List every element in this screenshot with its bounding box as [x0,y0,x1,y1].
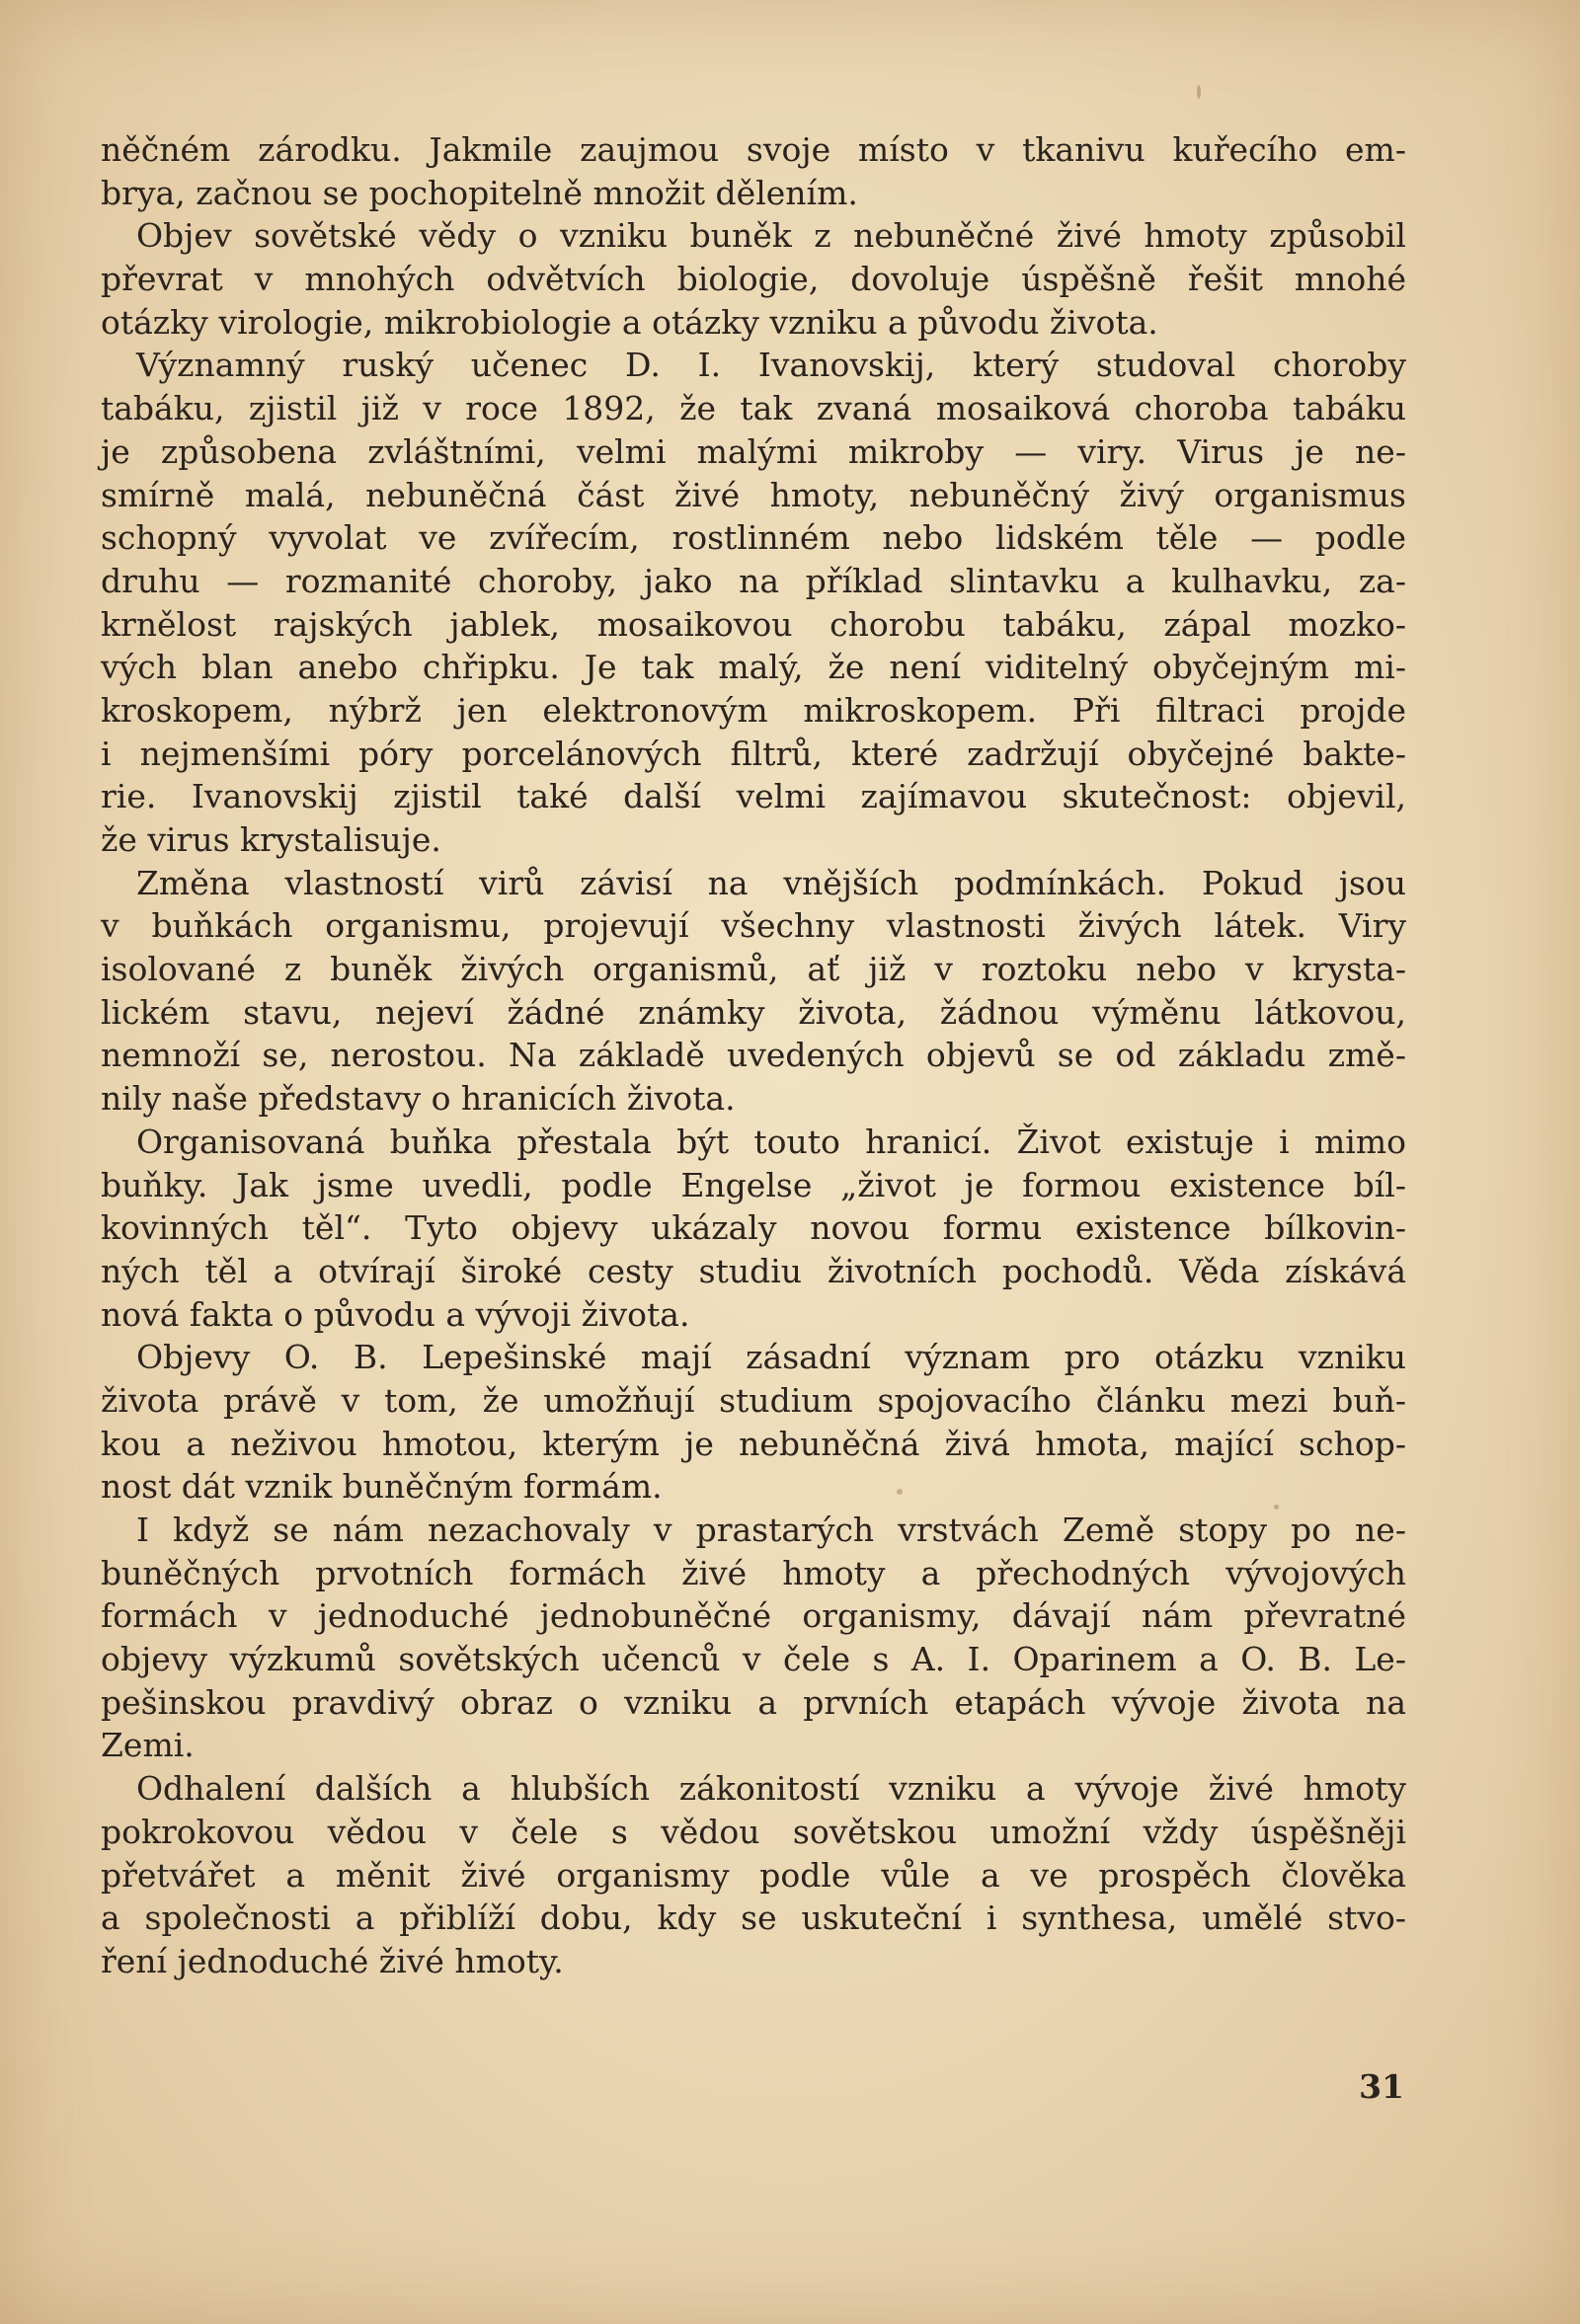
text-line: v buňkách organismu, projevují všechny vlastnosti živých látek. Viry [101,906,1406,946]
text-line: druhu — rozmanité choroby, jako na příklad slintavku a kulhavku, za- [101,561,1406,600]
text-line: vých blan anebo chřipku. Je tak malý, že není viditelný obyčejným mi- [101,648,1406,687]
text-line: I když se nám nezachovaly v prastarých vrstvách Země stopy po ne- [136,1511,1406,1549]
text-line: Zemi. [101,1726,195,1765]
text-line: pokrokovou vědou v čele s vědou sovětskou umožní vždy úspěšněji [101,1812,1406,1851]
text-line: brya, začnou se pochopitelně množit dělením. [101,173,858,212]
text-line: převrat v mnohých odvětvích biologie, dovoluje úspěšně řešit mnohé [101,260,1406,299]
text-line: nost dát vznik buněčným formám. [101,1467,663,1507]
text-line: přetvářet a měnit živé organismy podle vůle a ve prospěch člověka [101,1855,1406,1895]
text-line: rie. Ivanovskij zjistil také další velmi zajímavou skutečnost: objevil, [101,777,1406,816]
text-line: buněčných prvotních formách živé hmoty a přechodných vývojových [101,1553,1406,1592]
text-line: i nejmenšími póry porcelánových filtrů, které zadržují obyčejné bakte- [101,734,1406,773]
text-line: je způsobena zvláštními, velmi malými mikroby — viry. Virus je ne- [101,431,1406,471]
text-line: života právě v tom, že umožňují studium spojovacího článku mezi buň- [101,1380,1406,1420]
text-line: nily naše představy o hranicích života. [101,1079,736,1119]
text-line: Objevy O. B. Lepešinské mají zásadní význam pro otázku vzniku [136,1338,1406,1377]
text-line: nová fakta o původu a vývoji života. [101,1294,690,1334]
text-line: kou a neživou hmotou, kterým je nebuněčná živá hmota, mající schop- [101,1424,1406,1463]
text-line: formách v jednoduché jednobuněčné organismy, dávají nám převratné [101,1596,1406,1636]
body-text [101,128,1406,1983]
text-line: Odhalení dalších a hlubších zákonitostí vzniku a vývoje živé hmoty [136,1769,1406,1809]
text-line: Objev sovětské vědy o vzniku buněk z nebuněčné živé hmoty způsobil [136,216,1406,256]
text-line: otázky virologie, mikrobiologie a otázky vzniku a původu života. [101,302,1158,342]
text-line: a společnosti a přiblíží dobu, kdy se uskuteční i synthesa, umělé stvo- [101,1898,1406,1938]
text-line: Organisovaná buňka přestala být touto hranicí. Život existuje i mimo [136,1122,1406,1161]
text-line: pešinskou pravdivý obraz o vzniku a prvních etapách vývoje života na [101,1682,1406,1722]
text-line: schopný vyvolat ve zvířecím, rostlinném nebo lidském těle — podle [101,518,1406,558]
text-line: Významný ruský učenec D. I. Ivanovskij, který studoval choroby [136,346,1406,385]
text-line: smírně malá, nebuněčná část živé hmoty, nebuněčný živý organismus [101,475,1406,514]
text-line: nemnoží se, nerostou. Na základě uvedených objevů se od základu změ- [101,1036,1406,1075]
text-line: isolované z buněk živých organismů, ať již v roztoku nebo v krysta- [101,950,1406,989]
text-line: buňky. Jak jsme uvedli, podle Engelse „život je formou existence bíl- [101,1165,1406,1204]
paper-speck [1197,85,1201,99]
text-line: ných těl a otvírají široké cesty studiu životních pochodů. Věda získává [101,1251,1406,1290]
text-line: tabáku, zjistil již v roce 1892, že tak zvaná mosaiková choroba tabáku [101,389,1406,428]
text-line: kroskopem, nýbrž jen elektronovým mikroskopem. Při filtraci projde [101,690,1406,730]
text-line: lickém stavu, nejeví žádné známky života, žádnou výměnu látkovou, [101,992,1406,1032]
text-line: krnělost rajských jablek, mosaikovou chorobu tabáku, zápal mozko- [101,604,1406,644]
text-line: že virus krystalisuje. [101,820,441,859]
text-line: něčném zárodku. Jakmile zaujmou svoje místo v tkanivu kuřecího em- [101,130,1406,169]
text-line: Změna vlastností virů závisí na vnějších podmínkách. Pokud jsou [136,863,1406,902]
text-line: ření jednoduché živé hmoty. [101,1941,564,1980]
text-line: kovinných těl“. Tyto objevy ukázaly novou formu existence bílkovin- [101,1208,1406,1248]
text-line: objevy výzkumů sovětských učenců v čele s A. I. Oparinem a O. B. Le- [101,1640,1406,1679]
page-number: 31 [1359,2067,1404,2106]
